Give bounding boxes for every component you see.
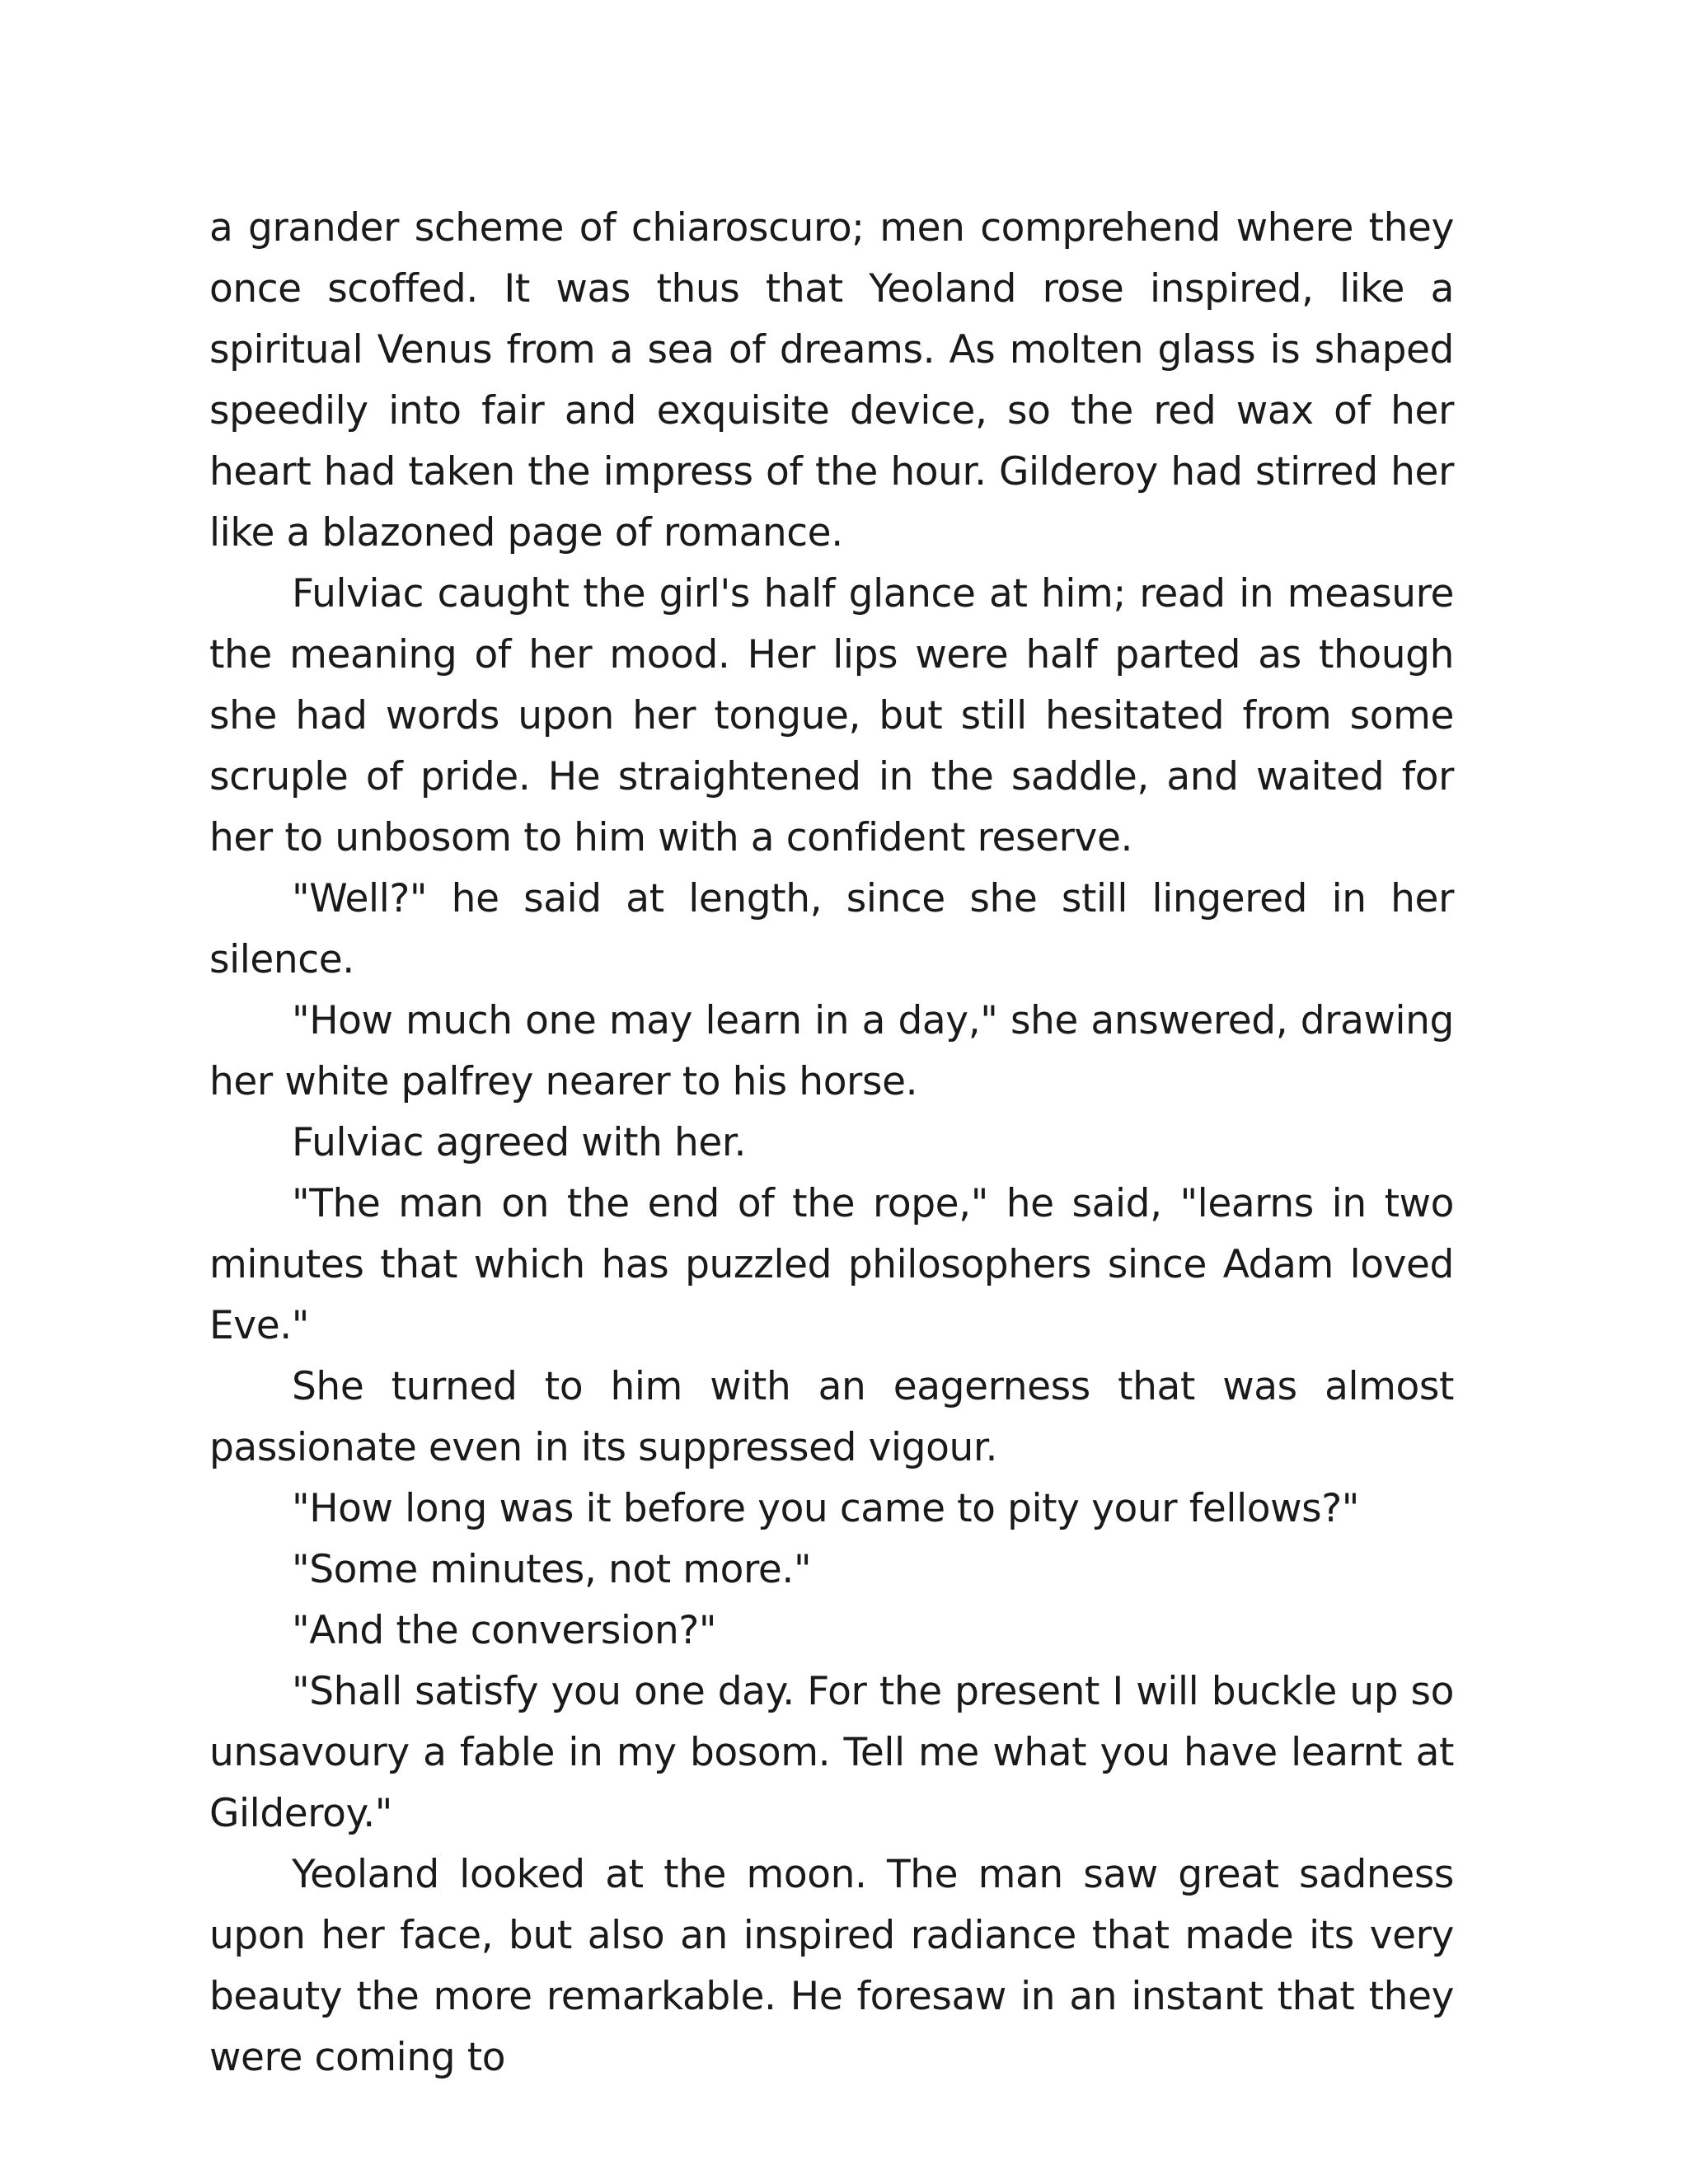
paragraph-5: Fulviac agreed with her. bbox=[292, 1120, 747, 1165]
paragraph-6: "The man on the end of the rope," he said, "learns in two minutes that which has puzzled philosophers since Adam loved Eve." bbox=[209, 1181, 1454, 1348]
page-body bbox=[209, 198, 1454, 2088]
paragraph-12: Yeoland looked at the moon. The man saw great sadness upon her face, but also an inspired radiance that made its very beauty the more remarkable. He foresaw in an instant that they were coming to bbox=[209, 1852, 1454, 2080]
paragraph-7: She turned to him with an eagerness that was almost passionate even in its suppressed vigour. bbox=[209, 1364, 1454, 1470]
paragraph-3: "Well?" he said at length, since she still lingered in her silence. bbox=[209, 876, 1454, 982]
paragraph-8: "How long was it before you came to pity your fellows?" bbox=[292, 1486, 1359, 1531]
paragraph-1: a grander scheme of chiaroscuro; men comprehend where they once scoffed. It was thus that Yeoland rose inspired, like a spiritual Venus from a sea of dreams. As molten glass is shaped speedily into fair and exquisite device, so the red wax of her heart had taken the impress of the hour. Gilderoy had stirred her like a blazoned page of romance. bbox=[209, 205, 1454, 555]
paragraph-11: "Shall satisfy you one day. For the present I will buckle up so unsavoury a fable in my bosom. Tell me what you have learnt at Gilderoy." bbox=[209, 1669, 1454, 1836]
paragraph-2: Fulviac caught the girl's half glance at him; read in measure the meaning of her mood. Her lips were half parted as though she had words upon her tongue, but still hesitated from some scruple of pride. He straightened in the saddle, and waited for her to unbosom to him with a confident reserve. bbox=[209, 571, 1454, 860]
paragraph-10: "And the conversion?" bbox=[292, 1608, 717, 1653]
paragraph-9: "Some minutes, not more." bbox=[292, 1547, 812, 1592]
paragraph-4: "How much one may learn in a day," she answered, drawing her white palfrey nearer to his horse. bbox=[209, 998, 1454, 1104]
